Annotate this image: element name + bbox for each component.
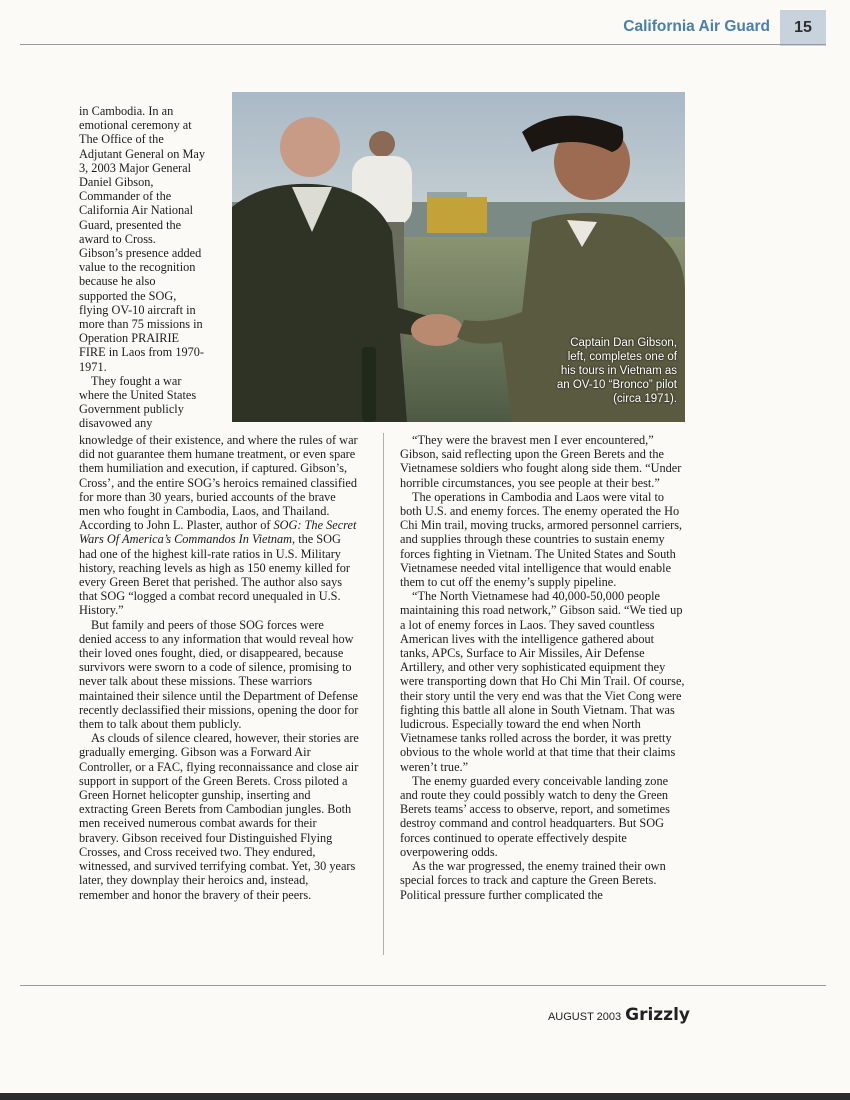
paragraph: “The North Vietnamese had 40,000-50,000 people maintaining this road network,” Gibson said. “We tied up a lot of enemy forces in Laos. They saved countless American lives with the intelligence gathered about tanks, APCs, Surface to Air Missiles, Air Defense Artillery, and other very sophisticated equipment they were transporting down that Ho Chi Min Trail. Of course, their story until the very end was that the Viet Cong were fighting this battle all alone in South Vietnam. That was ludicrous. Especially toward the end when North Vietnamese tanks rolled across the border, it was pretty obvious to the whole world at that time that their claims weren’t true.” [400, 589, 685, 774]
text-line: more than 75 missions in [79, 317, 203, 332]
text-line: Operation PRAIRIE [79, 331, 180, 346]
header-divider [20, 44, 826, 45]
text-line: 1971. [79, 359, 107, 374]
text-line: where the United States [79, 388, 197, 403]
article-intro-column [79, 104, 229, 431]
text-line: The Office of the [79, 132, 164, 147]
book-title: SOG: The Secret Wars Of America’s Commandos In Vietnam [79, 518, 357, 547]
article-right-column [400, 433, 686, 902]
issue-date: AUGUST 2003 [547, 1011, 622, 1023]
paragraph-text: knowledge of their existence, and where the rules of war did not guarantee them humane treatment, or even spare them humiliation and execution, if captured. Gibson’s, Cross’, and the entire SOG’s heroics remained classified for more than 30 years, buried accounts of the brave men who fought in Cambodia, Laos, and Thailand. According to John L. Plaster, author of [79, 433, 358, 533]
publication-title: California Air Guard [623, 18, 770, 35]
caption-line: (circa 1971). [613, 393, 677, 405]
text-line: flying OV-10 aircraft in [79, 302, 196, 317]
text-line: Commander of the [79, 189, 172, 204]
paragraph: As clouds of silence cleared, however, their stories are gradually emerging. Gibson was a Forward Air Controller, or a FAC, flying reconnaissance and close air support in support of the Green Berets. Cross piloted a Green Hornet helicopter gunship, inserting and extracting Green Berets from Cambodian jungles. Both men received numerous combat awards for their bravery. Gibson received four Distinguished Flying Crosses, and Cross received two. They endured, witnessed, and survived terrifying combat. Yet, 30 years later, they downplay their heroics and, instead, remember and honor the bravery of their peers. [79, 731, 359, 902]
paragraph: As the war progressed, the enemy trained their own special forces to track and capture the Green Berets. Political pressure further complicated the [400, 859, 666, 902]
scan-edge [0, 1093, 850, 1100]
article-photo [232, 92, 685, 422]
article-left-column [79, 433, 359, 902]
paragraph: The operations in Cambodia and Laos were vital to both U.S. and enemy forces. The enemy operated the Ho Chi Min trail, moving trucks, armored personnel carriers, and supplies through these countries to sustain enemy forces fighting in Vietnam. The United States and South Vietnamese needed vital intelligence that would enable them to cut off the enemy’s supply pipeline. [400, 489, 683, 590]
text-line: emotional ceremony at [79, 118, 192, 133]
text-line: in Cambodia. In an [79, 104, 174, 118]
caption-line: Captain Dan Gibson, [570, 337, 677, 349]
text-line: Gibson’s presence added [79, 246, 202, 261]
text-line: value to the recognition [79, 260, 196, 275]
text-line: California Air National [79, 203, 194, 218]
text-line: Daniel Gibson, [79, 175, 154, 190]
paragraph [79, 433, 359, 618]
paragraph: The enemy guarded every conceivable landing zone and route they could possibly watch to deny the Green Berets teams’ access to observe, report, and sometimes destroy command and control headquarters. But SOG forces continued to operate effectively despite overpowering odds. [400, 773, 670, 859]
text-line: FIRE in Laos from 1970- [79, 345, 205, 360]
column-divider [383, 433, 384, 955]
text-line: 3, 2003 Major General [79, 160, 192, 175]
magazine-logo: Grizzly [625, 1005, 690, 1025]
photo-caption [507, 336, 677, 406]
text-line: supported the SOG, [79, 288, 177, 303]
footer-divider [20, 985, 826, 986]
text-line: Government publicly [79, 402, 184, 417]
paragraph: But family and peers of those SOG forces were denied access to any information that would reveal how their loved ones fought, died, or disappeared, because survivors were sworn to a code of silence, promising to never talk about these missions. These warriors maintained their silence until the Department of Defense recently declassified their missions, opening the door for them to talk about them publicly. [79, 617, 359, 732]
text-line: Adjutant General on May [79, 146, 206, 161]
footer [520, 1005, 690, 1025]
paragraph: “They were the bravest men I ever encountered,” Gibson, said reflecting upon the Green Berets and the Vietnamese soldiers who fought along side them. “Under horrible circumstances, you see people at their best.” [400, 433, 682, 490]
paragraph-text: , the SOG had one of the highest kill-rate ratios in U.S. Military history, reaching levels as high as 150 enemy killed for every Green Beret that perished. The author also says that SOG “logged a combat record unequaled in U.S. History.” [79, 532, 351, 618]
text-line: They fought a war [91, 373, 182, 388]
text-line: because he also [79, 274, 156, 289]
page-number: 15 [780, 10, 826, 46]
text-line: Guard, presented the [79, 217, 182, 232]
caption-line: an OV-10 “Bronco” pilot [556, 379, 677, 391]
text-line: disavowed any [79, 416, 153, 431]
caption-line: his tours in Vietnam as [560, 365, 677, 377]
caption-line: left, completes one of [567, 351, 677, 363]
text-line: award to Cross. [79, 231, 156, 246]
